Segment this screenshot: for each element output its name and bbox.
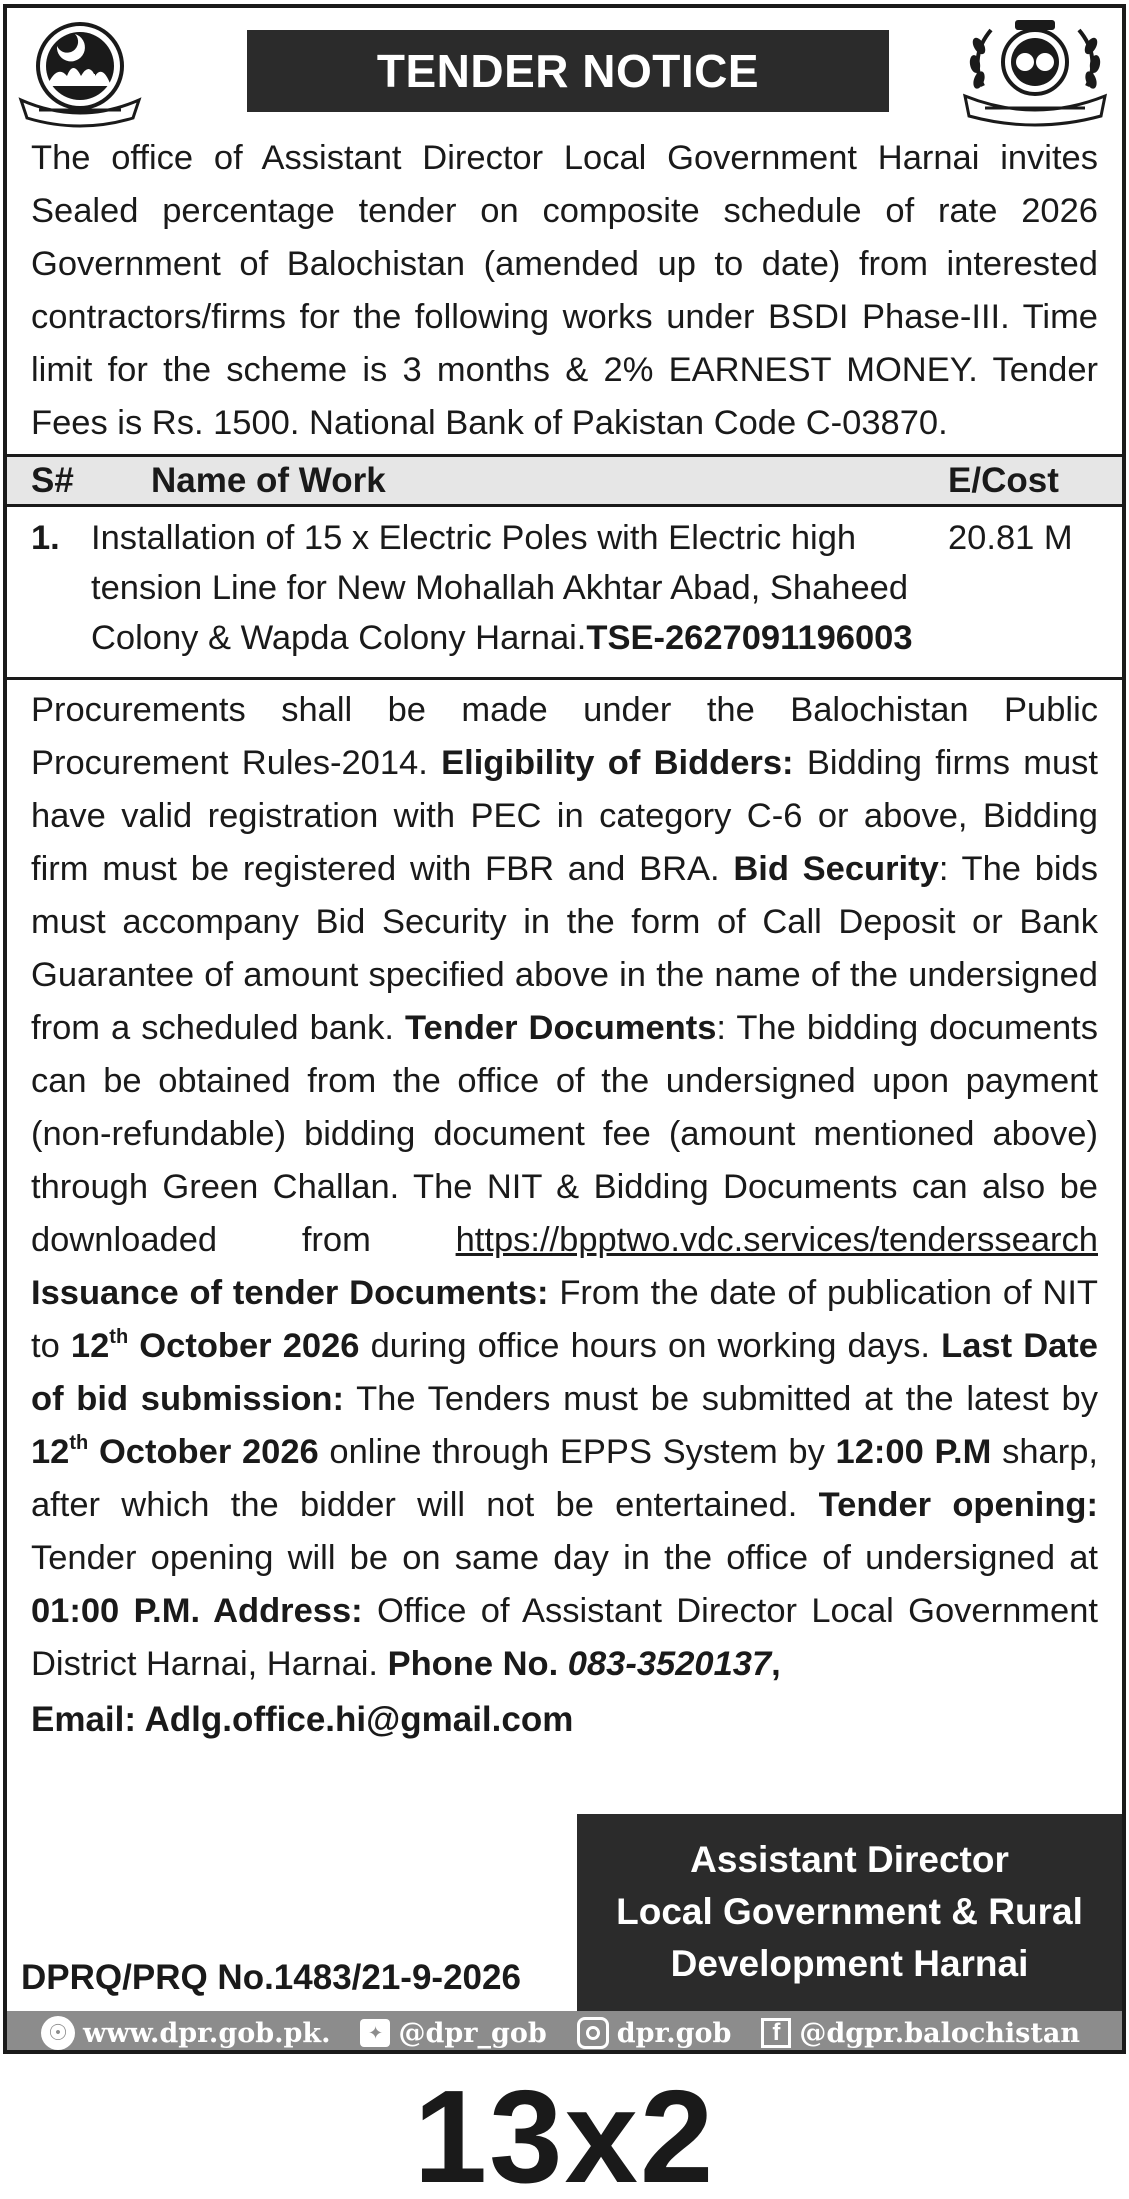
website-link[interactable] [41, 2016, 330, 2050]
last-date-text-3: sharp, after which the bidder will not be entertained. [31, 1433, 1098, 1524]
instagram-link[interactable] [577, 2017, 732, 2049]
works-table [7, 454, 1122, 680]
facebook-icon: f [761, 2018, 791, 2048]
phone-comma: , [771, 1645, 781, 1683]
tender-documents-text: : The bidding documents can be obtained from the office of the undersigned upon payment (non-refundable) bidding document fee (amount mentioned above) through Green Challan. The NIT & Bidding Documents can also be downloaded from [31, 1009, 1098, 1259]
issuance-text: From the date of publication of NIT to [31, 1274, 1098, 1365]
email-line: Email: Adlg.office.hi@gmail.com [31, 1700, 574, 1739]
signature-line-1: Assistant Director [690, 1839, 1009, 1880]
row-cost: 20.81 M [948, 519, 1073, 557]
instagram-icon [577, 2017, 609, 2049]
address-label: Address: [200, 1592, 363, 1630]
notice-title: TENDER NOTICE [247, 30, 889, 112]
last-date-text: The Tenders must be submitted at the latest by [343, 1380, 1098, 1418]
ad-size-label: 13x2 [413, 2063, 716, 2199]
issuance-text-2: during office hours on working days. [359, 1327, 942, 1365]
opening-time: 01:00 P.M. [31, 1592, 201, 1630]
twitter-link[interactable] [360, 2018, 546, 2049]
last-date-text-2: online through EPPS System by [318, 1433, 836, 1471]
last-day: 12 [31, 1433, 70, 1471]
tender-documents-label: Tender Documents [405, 1009, 717, 1047]
table-row [7, 507, 1122, 677]
work-tse-number: TSE-2627091196003 [586, 619, 913, 657]
instagram-text: dpr.gob [616, 2017, 732, 2049]
facebook-link[interactable] [761, 2018, 1080, 2049]
intro-paragraph: The office of Assistant Director Local Government Harnai invites Sealed percentage tender on composite schedule of rate 2026 Government of Balochistan (amended up to date) from interested contractors/firms for the following works under BSDI Phase-III. Time limit for the scheme is 3 months & 2% EARNEST MONEY. Tender Fees is Rs. 1500. National Bank of Pakistan Code C-03870. [31, 139, 1098, 442]
bid-security-label: Bid Security [733, 850, 939, 888]
globe-icon: ☉ [41, 2016, 75, 2050]
tender-notice [3, 4, 1126, 2054]
tender-search-link[interactable]: https://bpptwo.vdc.services/tenderssearch [455, 1221, 1098, 1259]
phone-value: 083-3520137 [567, 1645, 772, 1683]
signature-line-3: Development Harnai [670, 1943, 1029, 1984]
opening-text: Tender opening will be on same day in the office of undersigned at [31, 1539, 1098, 1577]
website-text: www.dpr.gob.pk. [83, 2017, 331, 2049]
row-sn: 1. [31, 519, 60, 557]
row-work-name [91, 513, 948, 677]
signature-block [577, 1814, 1122, 2011]
phone-label: Phone No. [387, 1645, 568, 1683]
last-date-label: Last Date of bid submission: [31, 1327, 1098, 1418]
address-text: Office of Assistant Director Local Government District Harnai, Harnai. [31, 1592, 1098, 1683]
facebook-text: @dgpr.balochistan [799, 2017, 1080, 2049]
header-sn: S# [31, 460, 74, 500]
dgpr-balochistan-emblem-icon [955, 16, 1115, 128]
procurement-rules-text: Procurements shall be made under the Balochistan Public Procurement Rules-2014. [31, 691, 1098, 782]
last-date-rest: October 2026 [88, 1433, 319, 1471]
twitter-icon: ✦ [360, 2019, 390, 2047]
table-header [7, 457, 1122, 507]
work-description: Installation of 15 x Electric Poles with Electric high tension Line for New Mohallah Akhtar Abad, Shaheed Colony & Wapda Colony Harnai. [91, 519, 909, 657]
header-name-of-work: Name of Work [151, 460, 386, 500]
signature-line-2: Local Government & Rural [616, 1891, 1083, 1932]
dprq-number: DPRQ/PRQ No.1483/21-9-2026 [21, 1958, 521, 1997]
bid-security-text: : The bids must accompany Bid Security in the form of Call Deposit or Bank Guarantee of amount specified above in the name of the undersigned from a scheduled bank. [31, 850, 1098, 1047]
twitter-text: @dpr_gob [398, 2017, 547, 2049]
balochistan-emblem-icon [17, 16, 143, 128]
social-bar [7, 2011, 1122, 2054]
issuance-date-rest: October 2026 [128, 1327, 360, 1365]
issuance-day-suffix: th [109, 1326, 129, 1348]
notice-header [7, 8, 1122, 136]
body-paragraph [7, 684, 1122, 1691]
issuance-label: Issuance of tender Documents: [31, 1274, 549, 1312]
eligibility-text: Bidding firms must have valid registration with PEC in category C-6 or above, Bidding firm must be registered with FBR and BRA. [31, 744, 1098, 888]
eligibility-label: Eligibility of Bidders: [441, 744, 794, 782]
opening-label: Tender opening: [818, 1486, 1098, 1524]
issuance-day: 12 [70, 1327, 110, 1365]
last-day-suffix: th [69, 1432, 89, 1454]
header-estimated-cost: E/Cost [948, 460, 1059, 500]
last-time: 12:00 P.M [835, 1433, 992, 1471]
